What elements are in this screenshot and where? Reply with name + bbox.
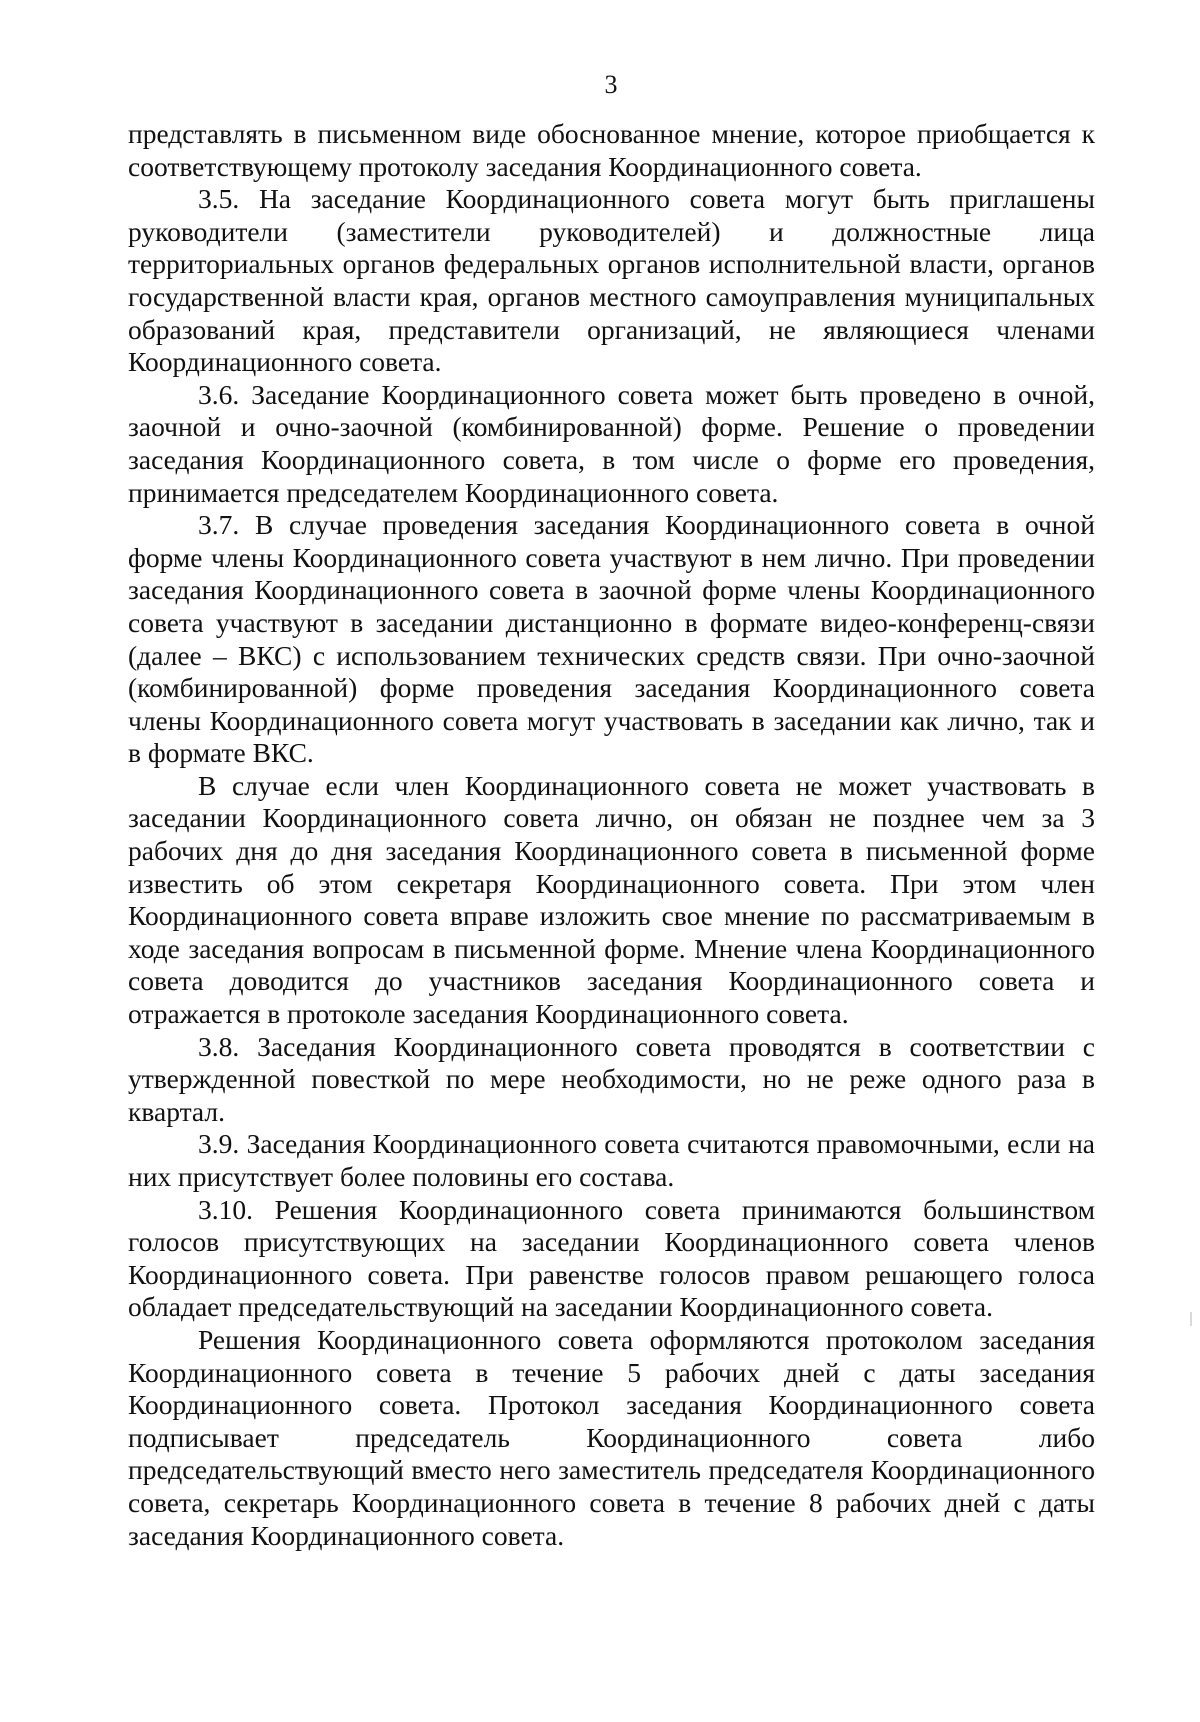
paragraph-continuation: представлять в письменном виде обоснованное мнение, которое приобщается к соответствующему протоколу заседания Координационного совета. (128, 118, 1095, 182)
paragraph-3-6: 3.6. Заседание Координационного совета может быть проведено в очной, заочной и очно-заочной (комбинированной) форме. Решение о проведении заседания Координационного совета, в том числе о форме его проведения, принимается председателем Координационного совета. (128, 378, 1095, 508)
paragraph-3-9: 3.9. Заседания Координационного совета считаются правомочными, если на них присутствует более половины его состава. (128, 1128, 1095, 1192)
paragraph-3-7-absence: В случае если член Координационного совета не может участвовать в заседании Координационного совета лично, он обязан не позднее чем за 3 рабочих дня до дня заседания Координационного совета в письменной форме известить об этом секретаря Координационного совета. При этом член Координационного совета вправе изложить свое мнение по рассматриваемым в ходе заседания вопросам в письменной форме. Мнение члена Координационного совета доводится до участников заседания Координационного совета и отражается в протоколе заседания Координационного совета. (128, 769, 1095, 1030)
paragraph-3-8: 3.8. Заседания Координационного совета проводятся в соответствии с утвержденной повесткой по мере необходимости, но не реже одного раза в квартал. (128, 1030, 1095, 1127)
paragraph-3-10-protocol: Решения Координационного совета оформляются протоколом заседания Координационного совета в течение 5 рабочих дней с даты заседания Координационного совета. Протокол заседания Координационного совета подписывает председатель Координационного совета либо председательствующий вместо него заместитель председателя Координационного совета, секретарь Координационного совета в течение 8 рабочих дней с даты заседания Координационного совета. (128, 1323, 1095, 1551)
scan-artifact (1190, 1312, 1192, 1326)
document-body (128, 118, 1095, 1552)
page-number: 3 (604, 70, 618, 99)
paragraph-3-10: 3.10. Решения Координационного совета принимаются большинством голосов присутствующих на заседании Координационного совета членов Координационного совета. При равенстве голосов правом решающего голоса обладает председательствующий на заседании Координационного совета. (128, 1193, 1095, 1323)
paragraph-3-5: 3.5. На заседание Координационного совета могут быть приглашены руководители (заместители руководителей) и должностные лица территориальных органов федеральных органов исполнительной власти, органов государственной власти края, органов местного самоуправления муниципальных образований края, представители организаций, не являющиеся членами Координационного совета. (128, 183, 1095, 378)
paragraph-3-7: 3.7. В случае проведения заседания Координационного совета в очной форме члены Координационного совета участвуют в нем лично. При проведении заседания Координационного совета в заочной форме члены Координационного совета участвуют в заседании дистанционно в формате видео-конференц-связи (далее – ВКС) с использованием технических средств связи. При очно-заочной (комбинированной) форме проведения заседания Координационного совета члены Координационного совета могут участвовать в заседании как лично, так и в формате ВКС. (128, 509, 1095, 769)
